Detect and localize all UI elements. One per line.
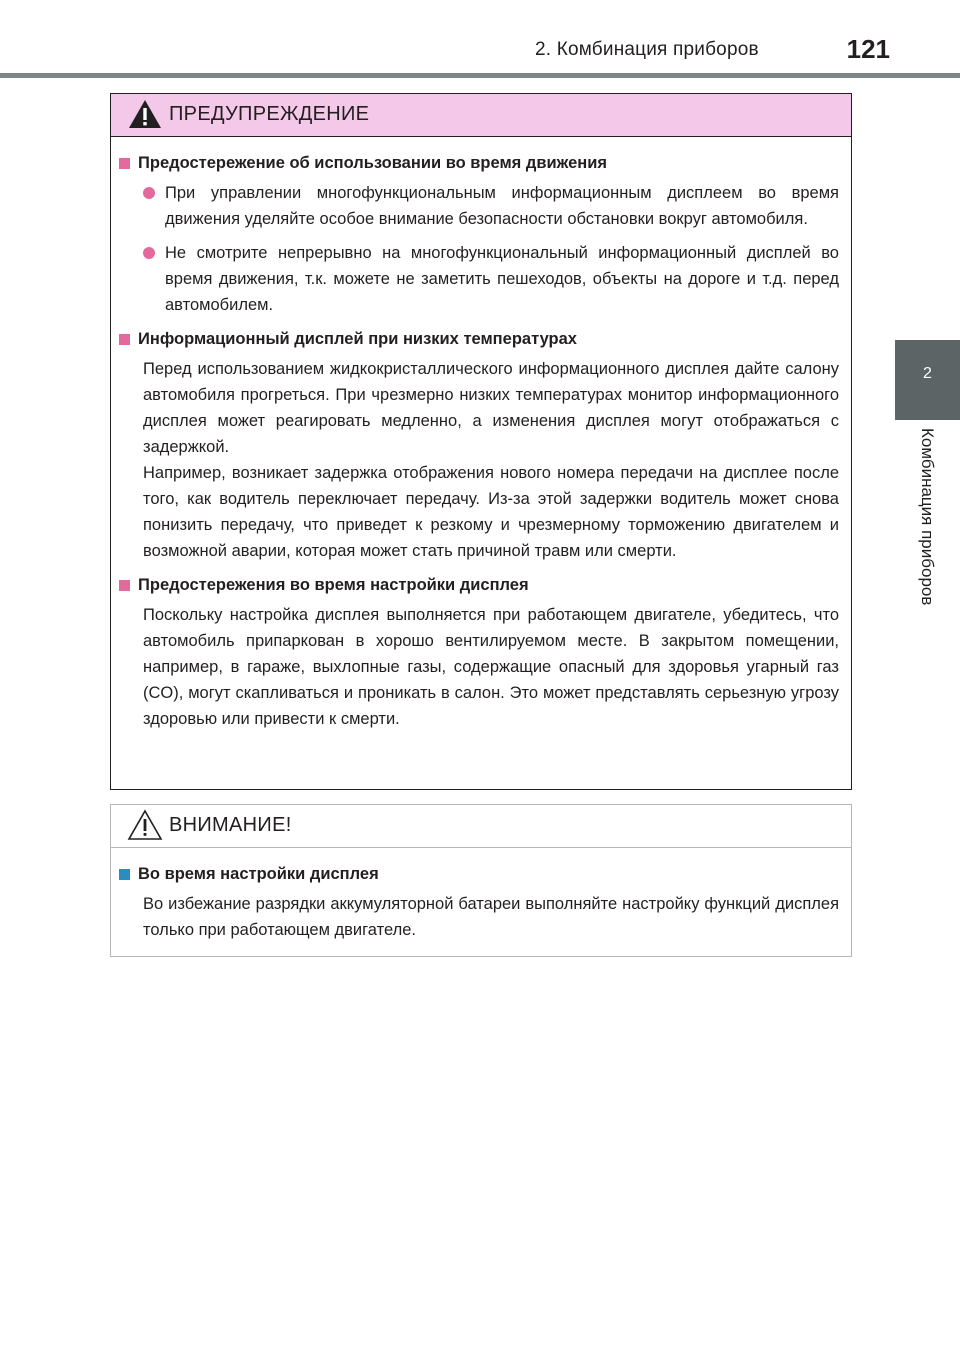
caution-box bbox=[110, 804, 852, 957]
warning-section-display-setup bbox=[119, 572, 839, 598]
caution-heading: ВНИМАНИЕ! bbox=[169, 814, 292, 836]
chapter-tab-label: Комбинация приборов bbox=[918, 428, 937, 606]
header-divider bbox=[0, 73, 960, 78]
paragraph: Во избежание разрядки аккумуляторной батареи выполняйте настройку функций дисплея только при работающем двигателе. bbox=[143, 895, 839, 939]
warning-box-body bbox=[111, 137, 851, 732]
section-title: Предостережение об использовании во время движения bbox=[138, 154, 608, 172]
caution-section bbox=[119, 861, 839, 887]
warning-section-driving bbox=[119, 150, 839, 176]
paragraph: Например, возникает задержка отображения нового номера передачи на дисплее после того, как водитель переключает передачу. Из-за этой задержки водитель может снова понизить передачу, что приведет к резкому и чрезмерному торможению двигателем и возможной аварии, которая может стать причиной травм или смерти. bbox=[143, 464, 839, 560]
caution-triangle-icon bbox=[127, 809, 163, 841]
warning-box-header bbox=[111, 94, 851, 137]
caution-box-header bbox=[111, 805, 851, 848]
chapter-number: 2 bbox=[923, 365, 932, 382]
bullet-text: При управлении многофункциональным информационным дисплеем во время движения уделяйте особое внимание безопасности обстановки вокруг автомобиля. bbox=[165, 184, 839, 228]
bullet-item bbox=[119, 180, 839, 232]
section-title: Предостережения во время настройки дисплея bbox=[138, 576, 529, 594]
caution-box-body bbox=[111, 848, 851, 943]
bullet-dot-icon bbox=[143, 187, 155, 199]
bullet-item bbox=[119, 240, 839, 318]
paragraph: Перед использованием жидкокристаллического информационного дисплея дайте салону автомобиля прогреться. При чрезмерно низких температурах монитор информационного дисплея может реагировать медленно, а изменения дисплея могут отображаться с задержкой. bbox=[143, 360, 839, 456]
chapter-tab bbox=[895, 340, 960, 420]
warning-section-low-temp bbox=[119, 326, 839, 352]
warning-heading: ПРЕДУПРЕЖДЕНИЕ bbox=[169, 103, 370, 125]
paragraph: Поскольку настройка дисплея выполняется при работающем двигателе, убедитесь, что автомобиль припаркован в хорошо вентилируемом месте. В закрытом помещении, например, в гараже, выхлопные газы, содержащие опасный для здоровья угарный газ (CO), могут скапливаться и проникать в салон. Это может представлять серьезную угрозу здоровью или привести к смерти. bbox=[143, 606, 839, 728]
warning-box bbox=[110, 93, 852, 790]
section-marker-icon bbox=[119, 158, 130, 169]
bullet-dot-icon bbox=[143, 247, 155, 259]
bullet-text: Не смотрите непрерывно на многофункциональный информационный дисплей во время движения, т.к. можете не заметить пешеходов, объекты на дороге и т.д. перед автомобилем. bbox=[165, 244, 839, 314]
page-number: 121 bbox=[846, 34, 890, 64]
warning-triangle-icon bbox=[127, 98, 163, 130]
running-header-section-title: 2. Комбинация приборов bbox=[535, 39, 759, 60]
section-marker-icon bbox=[119, 334, 130, 345]
section-marker-icon bbox=[119, 869, 130, 880]
section-title: Информационный дисплей при низких температурах bbox=[138, 330, 577, 348]
section-title: Во время настройки дисплея bbox=[138, 865, 379, 883]
section-marker-icon bbox=[119, 580, 130, 591]
